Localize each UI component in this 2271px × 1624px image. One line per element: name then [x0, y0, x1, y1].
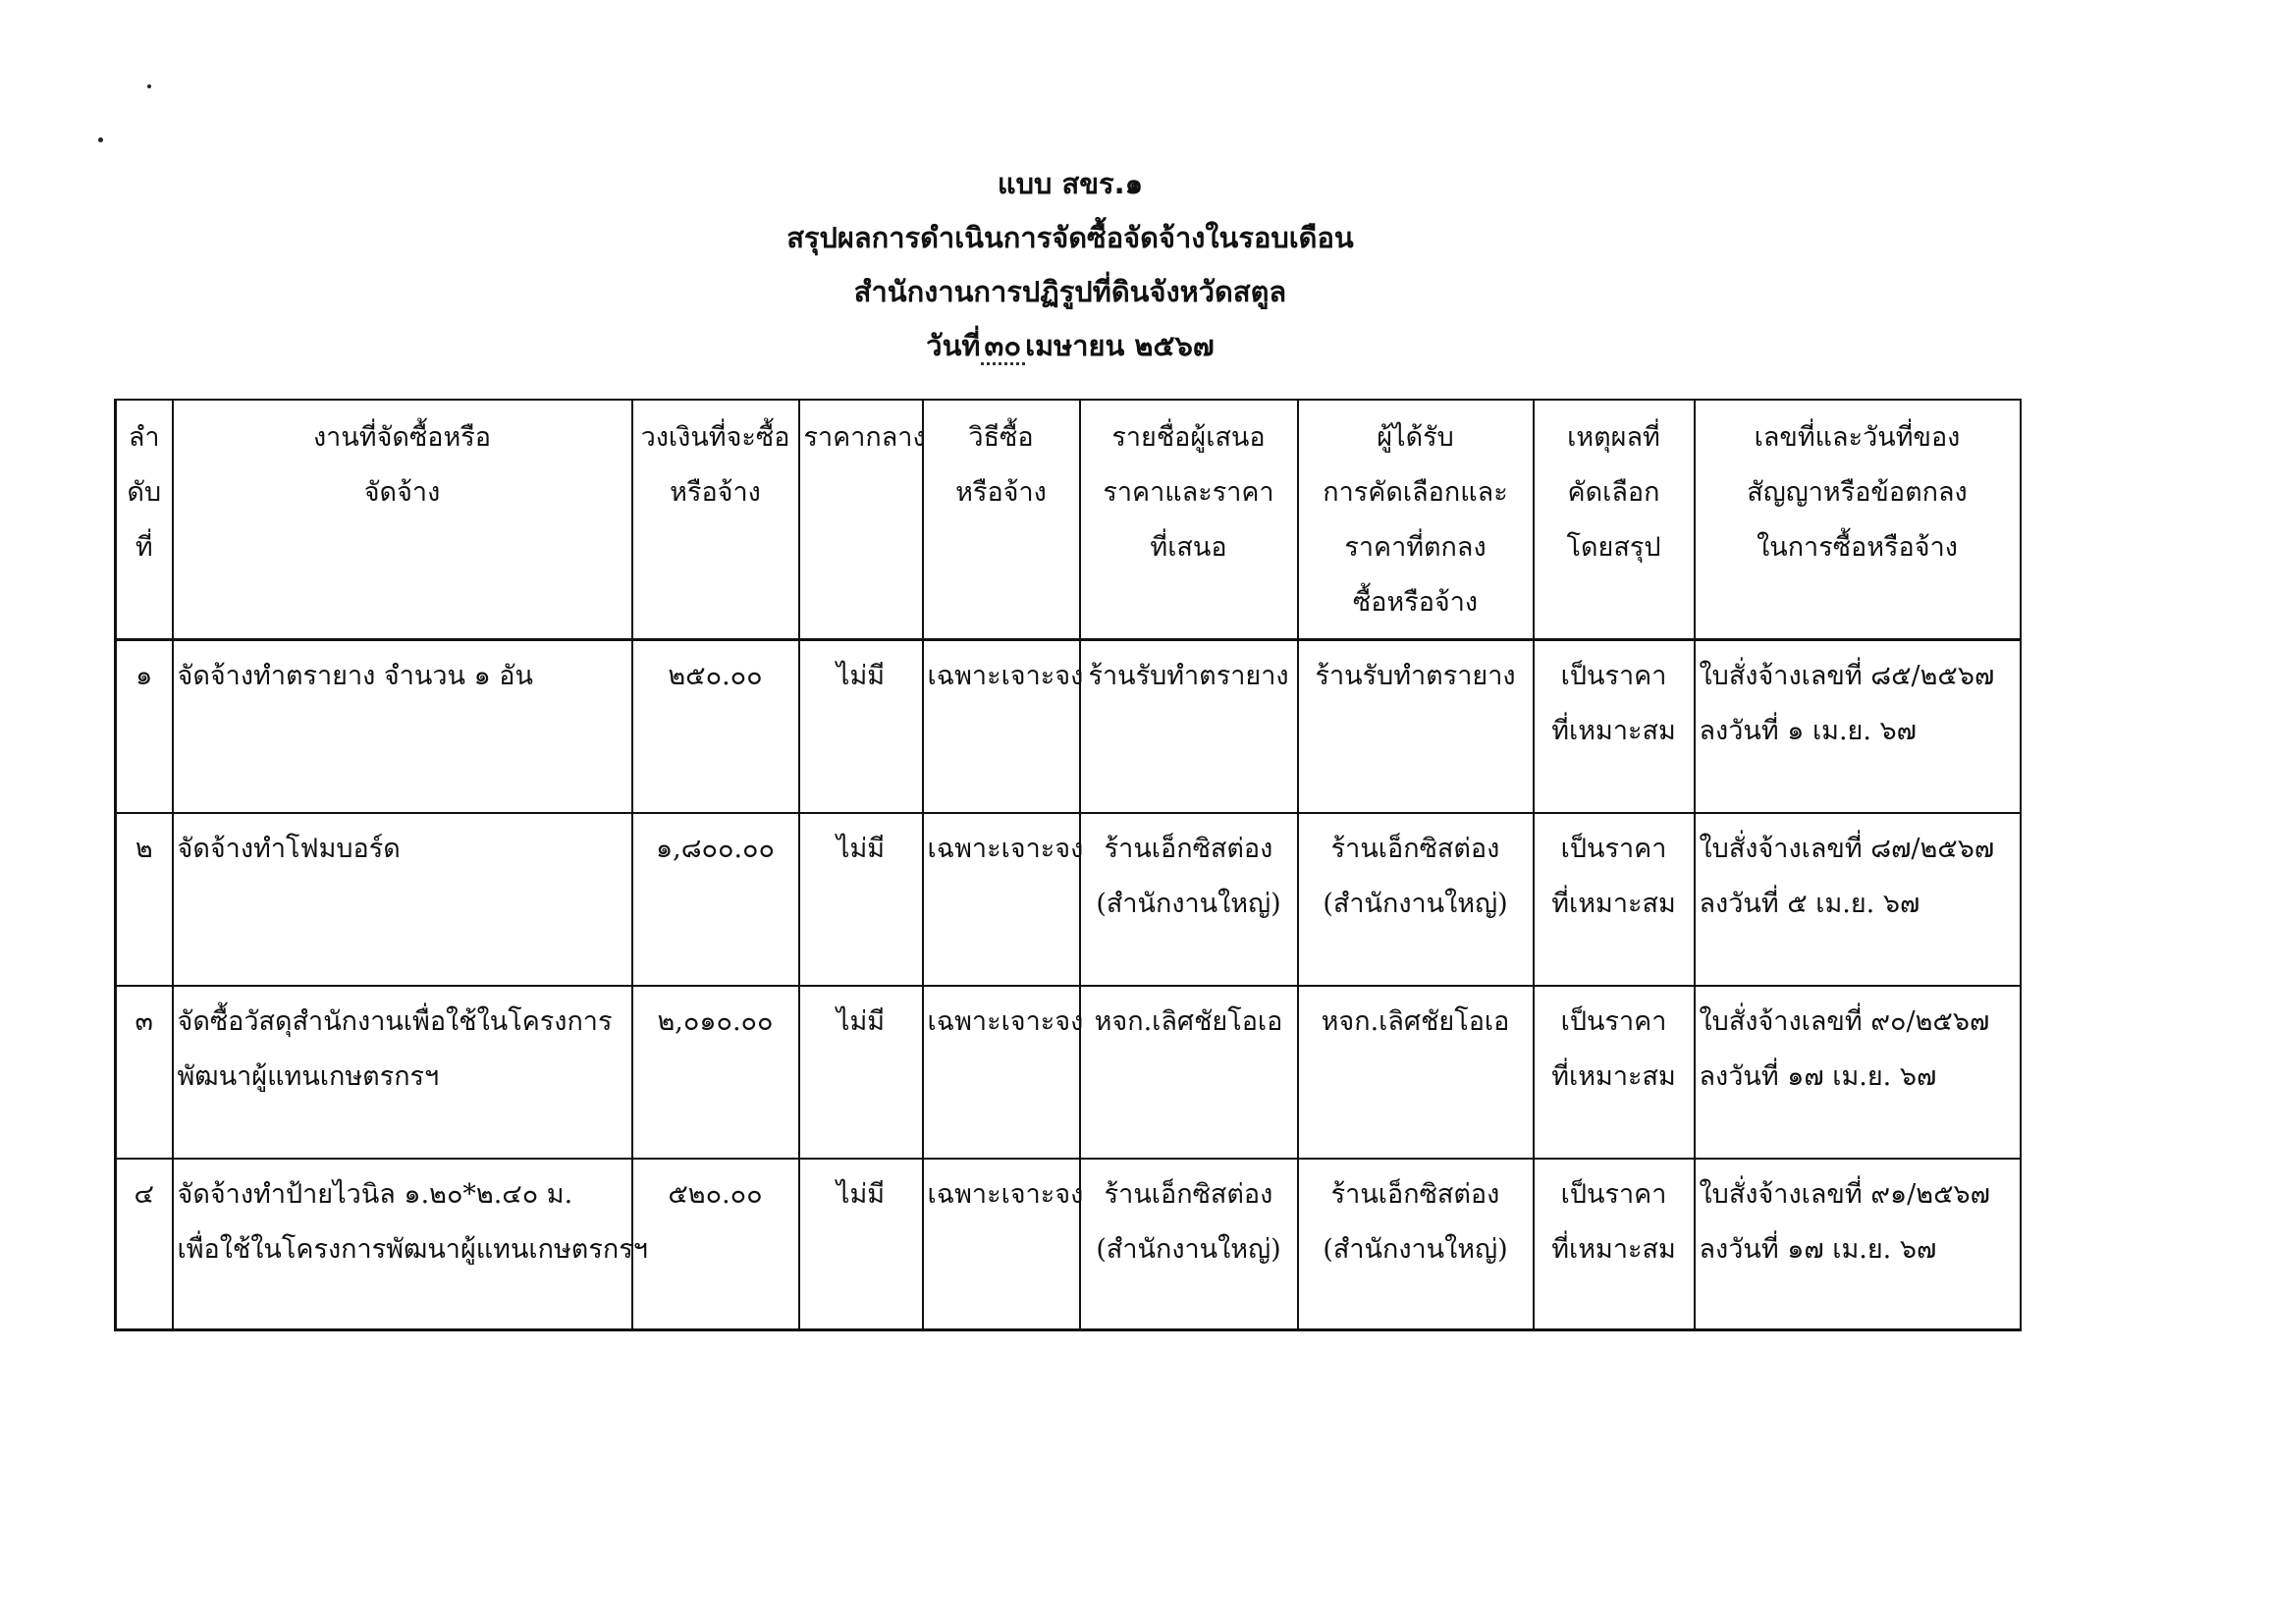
- cell-winner-line: (สำนักงานใหญ่): [1323, 889, 1508, 919]
- cell-method: เฉพาะเจาะจง: [923, 986, 1080, 1159]
- cell-contract: [1695, 986, 2021, 1159]
- cell-bidders-line: (สำนักงานใหญ่): [1096, 889, 1281, 919]
- cell-item: [173, 1159, 648, 1330]
- cell-reason-line: เป็นราคา: [1560, 834, 1667, 864]
- cell-item-line: พัฒนาผู้แทนเกษตรกรฯ: [177, 1061, 440, 1092]
- cell-bidders-line: (สำนักงานใหญ่): [1096, 1234, 1281, 1265]
- table-body: [116, 640, 2021, 1330]
- table-header-row: [116, 400, 2021, 640]
- cell-item-line: จัดจ้างทำป้ายไวนิล ๑.๒๐*๒.๔๐ ม.: [177, 1179, 573, 1210]
- header-text-line: โดยสรุป: [1566, 532, 1661, 563]
- header-text-line: ราคาที่ตกลง: [1344, 532, 1487, 563]
- header-bidders: [1080, 400, 1298, 640]
- cell-reason: [1534, 640, 1695, 814]
- cell-center-price: ไม่มี: [799, 986, 923, 1159]
- cell-budget: ๕๒๐.๐๐: [632, 1159, 799, 1330]
- cell-item-line: จัดจ้างทำโฟมบอร์ด: [177, 834, 401, 864]
- cell-reason-line: ที่เหมาะสม: [1551, 716, 1676, 746]
- header-text-line: ซื้อหรือจ้าง: [1352, 587, 1479, 618]
- form-code: แบบ สขร.๑: [997, 167, 1144, 200]
- document-title: สรุปผลการดำเนินการจัดซื้อจัดจ้างในรอบเดือน: [786, 221, 1354, 254]
- header-text-line: ราคาและราคา: [1103, 477, 1274, 508]
- procurement-table: [114, 399, 2022, 1331]
- cell-contract: [1695, 640, 2021, 814]
- cell-winner-line: ร้านเอ็กซิสต่อง: [1330, 834, 1500, 864]
- cell-budget: ๒,๐๑๐.๐๐: [632, 986, 799, 1159]
- header-text-line: เลขที่และวันที่ของ: [1754, 422, 1961, 453]
- cell-bidders: [1080, 986, 1298, 1159]
- header-center-price: [799, 400, 926, 640]
- header-text-line: ในการซื้อหรือจ้าง: [1757, 532, 1958, 563]
- header-text-line: ผู้ได้รับ: [1377, 422, 1454, 453]
- header-text-line: ดับ: [127, 477, 162, 508]
- header-text-line: วงเงินที่จะซื้อ: [640, 422, 790, 453]
- cell-reason-line: ที่เหมาะสม: [1551, 1234, 1676, 1265]
- header-text-line: ที่เสนอ: [1150, 532, 1227, 563]
- cell-method: เฉพาะเจาะจง: [923, 640, 1080, 814]
- header-budget: [632, 400, 799, 640]
- header-reason: [1534, 400, 1695, 640]
- cell-item: [173, 640, 632, 814]
- header-text-line: ที่: [135, 532, 153, 563]
- cell-reason-line: เป็นราคา: [1560, 1006, 1667, 1037]
- cell-winner-line: (สำนักงานใหญ่): [1323, 1234, 1508, 1265]
- cell-bidders-line: ร้านเอ็กซิสต่อง: [1104, 1179, 1273, 1210]
- header-text-line: การคัดเลือกและ: [1323, 477, 1508, 508]
- cell-method: เฉพาะเจาะจง: [923, 813, 1080, 986]
- agency-name: สำนักงานการปฏิรูปที่ดินจังหวัดสตูล: [853, 275, 1287, 308]
- cell-bidders: [1080, 640, 1298, 814]
- table-row: [116, 1159, 2021, 1330]
- header-text-line: เหตุผลที่: [1567, 422, 1660, 453]
- table-row: [116, 813, 2021, 986]
- cell-center-price: ไม่มี: [799, 640, 923, 814]
- header-no: [116, 400, 173, 640]
- cell-winner-line: ร้านเอ็กซิสต่อง: [1330, 1179, 1500, 1210]
- cell-no: ๔: [116, 1159, 173, 1330]
- cell-budget: ๑,๘๐๐.๐๐: [632, 813, 799, 986]
- scan-speck: [98, 137, 103, 142]
- cell-contract-line: ลงวันที่ ๑ เม.ย. ๖๗: [1699, 716, 1917, 746]
- cell-no: ๑: [116, 640, 173, 814]
- cell-bidders-line: หจก.เลิศชัยโอเอ: [1094, 1006, 1283, 1037]
- cell-center-price: ไม่มี: [799, 813, 923, 986]
- header-text-line: วิธีซื้อ: [968, 422, 1034, 453]
- cell-item: [173, 813, 632, 986]
- cell-contract-line: ลงวันที่ ๑๗ เม.ย. ๖๗: [1699, 1061, 1937, 1092]
- cell-bidders-line: ร้านเอ็กซิสต่อง: [1104, 834, 1273, 864]
- cell-reason: [1534, 986, 1695, 1159]
- header-text-line: จัดจ้าง: [363, 477, 441, 508]
- table-row: [116, 640, 2021, 814]
- cell-contract-line: ใบสั่งจ้างเลขที่ ๘๗/๒๕๖๗: [1699, 834, 1995, 864]
- report-date: [0, 319, 2140, 373]
- cell-contract: [1695, 813, 2021, 986]
- cell-contract-line: ใบสั่งจ้างเลขที่ ๙๑/๒๕๖๗: [1699, 1179, 1990, 1210]
- header-winner: [1298, 400, 1534, 640]
- header-text-line: ลำ: [128, 422, 160, 453]
- header-contract: [1695, 400, 2021, 640]
- cell-bidders: [1080, 813, 1298, 986]
- table-row: [116, 986, 2021, 1159]
- cell-item-line: จัดซื้อวัสดุสำนักงานเพื่อใช้ในโครงการ: [177, 1006, 613, 1037]
- header-text-line: หรือจ้าง: [955, 477, 1047, 508]
- cell-method: เฉพาะเจาะจง: [923, 1159, 1080, 1330]
- header-method: [923, 400, 1080, 640]
- cell-no: ๓: [116, 986, 173, 1159]
- header-text-line: งานที่จัดซื้อหรือ: [312, 422, 491, 453]
- date-month-year: เมษายน ๒๕๖๗: [1025, 329, 1215, 362]
- document-header: [0, 157, 2140, 373]
- cell-winner: [1298, 640, 1534, 814]
- cell-contract-line: ลงวันที่ ๑๗ เม.ย. ๖๗: [1699, 1234, 1937, 1265]
- cell-bidders: [1080, 1159, 1298, 1330]
- cell-bidders-line: ร้านรับทำตรายาง: [1088, 661, 1289, 691]
- header-text-line: ราคากลาง: [803, 422, 926, 453]
- cell-contract-line: ใบสั่งจ้างเลขที่ ๙๐/๒๕๖๗: [1699, 1006, 1990, 1037]
- cell-reason: [1534, 1159, 1695, 1330]
- cell-winner: [1298, 1159, 1534, 1330]
- header-text-line: คัดเลือก: [1567, 477, 1660, 508]
- date-day: ๓๐: [981, 329, 1026, 365]
- cell-item-line: เพื่อใช้ในโครงการพัฒนาผู้แทนเกษตรกรฯ: [177, 1234, 648, 1265]
- header-item: [173, 400, 632, 640]
- cell-winner-line: ร้านรับทำตรายาง: [1315, 661, 1516, 691]
- cell-reason-line: เป็นราคา: [1560, 1179, 1667, 1210]
- header-text-line: สัญญาหรือข้อตกลง: [1747, 477, 1968, 508]
- header-text-line: รายชื่อผู้เสนอ: [1111, 422, 1266, 453]
- cell-no: ๒: [116, 813, 173, 986]
- header-text-line: หรือจ้าง: [670, 477, 761, 508]
- scan-speck: [147, 84, 151, 88]
- cell-reason-line: เป็นราคา: [1560, 661, 1667, 691]
- cell-contract: [1695, 1159, 2021, 1330]
- cell-budget: ๒๕๐.๐๐: [632, 640, 799, 814]
- cell-center-price: ไม่มี: [799, 1159, 923, 1330]
- cell-item-line: จัดจ้างทำตรายาง จำนวน ๑ อัน: [177, 661, 533, 691]
- cell-reason-line: ที่เหมาะสม: [1551, 889, 1676, 919]
- cell-reason: [1534, 813, 1695, 986]
- cell-contract-line: ใบสั่งจ้างเลขที่ ๘๕/๒๕๖๗: [1699, 661, 1995, 691]
- cell-winner: [1298, 813, 1534, 986]
- cell-contract-line: ลงวันที่ ๕ เม.ย. ๖๗: [1699, 889, 1920, 919]
- cell-item: [173, 986, 632, 1159]
- cell-reason-line: ที่เหมาะสม: [1551, 1061, 1676, 1092]
- date-prefix: วันที่: [926, 329, 981, 362]
- cell-winner-line: หจก.เลิศชัยโอเอ: [1321, 1006, 1510, 1037]
- cell-winner: [1298, 986, 1534, 1159]
